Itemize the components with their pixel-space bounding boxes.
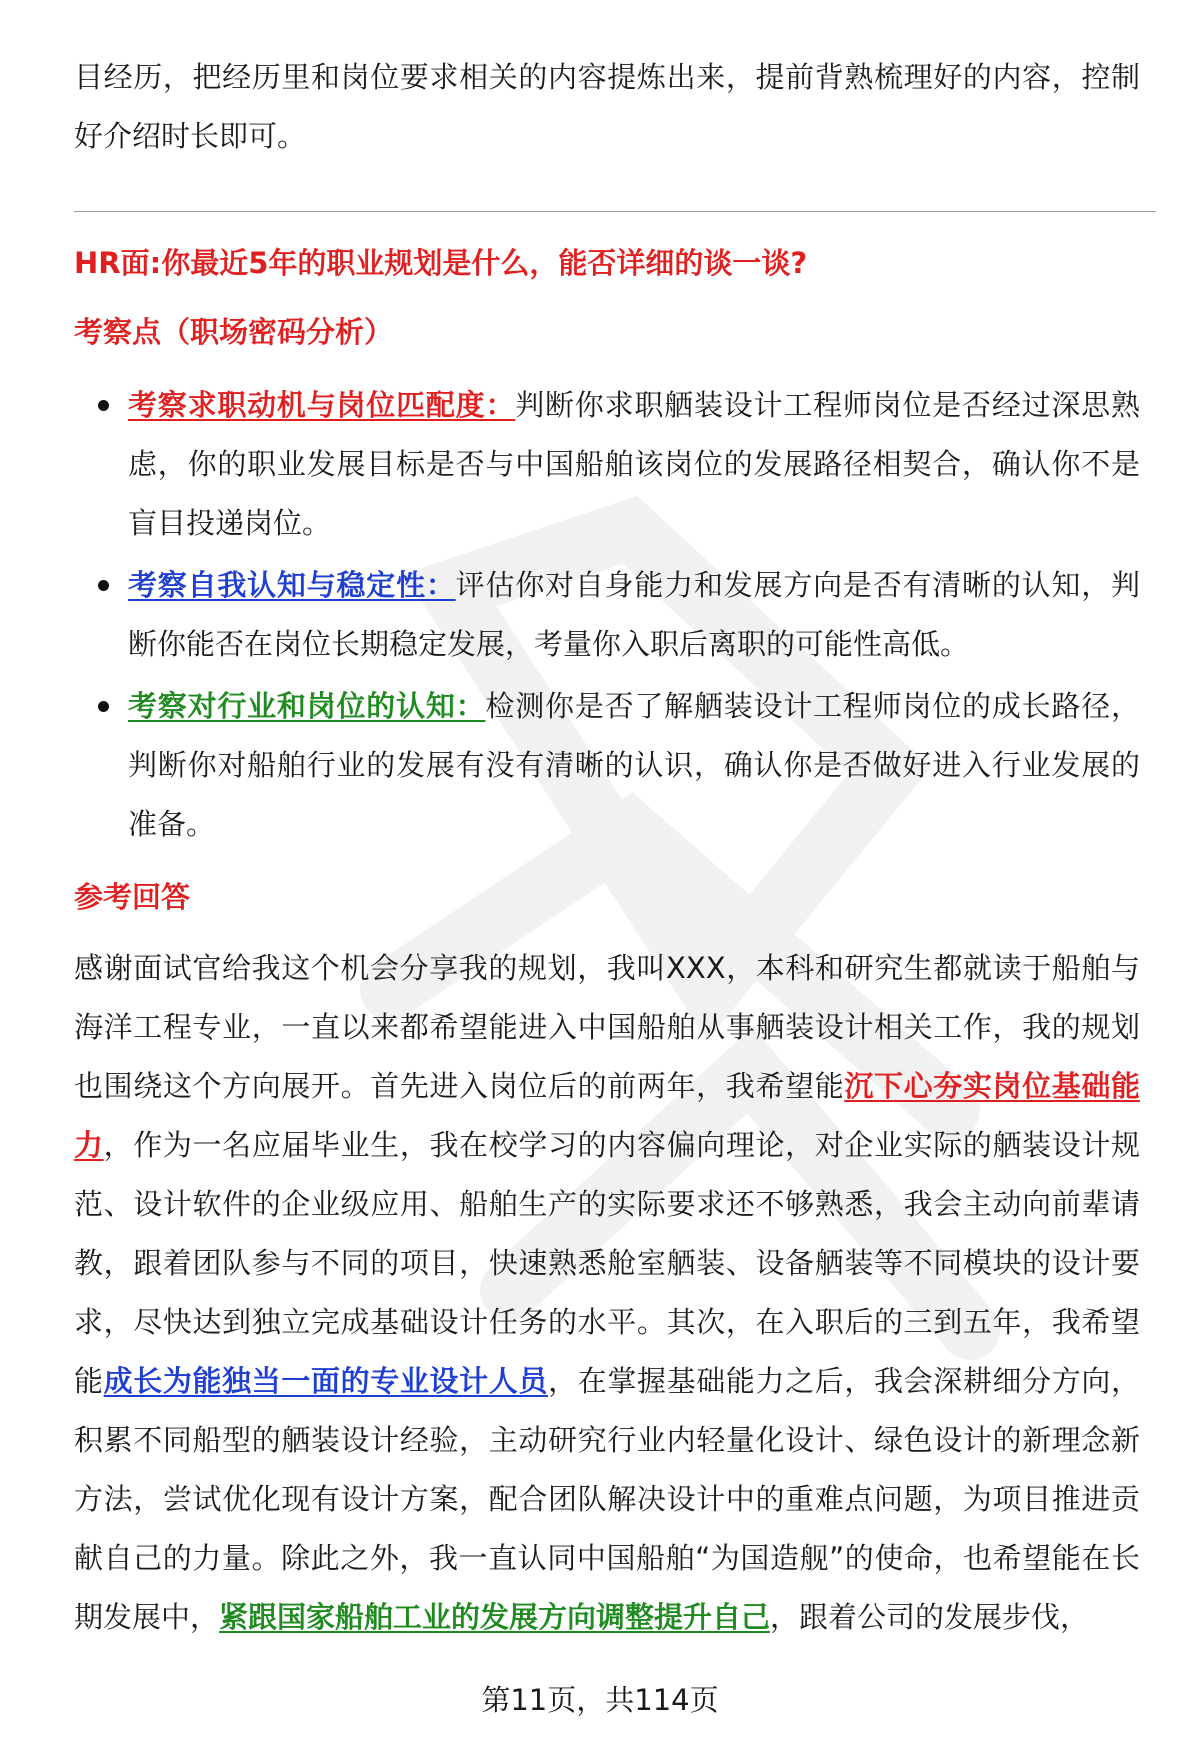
analysis-heading: 考察点（职场密码分析） <box>74 315 394 349</box>
answer-heading: 参考回答 <box>74 880 191 914</box>
highlight-foundation: 沉下心夯实岗位基础能力 <box>74 1069 1140 1162</box>
point-lead: 考察求职动机与岗位匹配度： <box>128 388 516 422</box>
answer-text: ，跟着公司的发展步伐， <box>770 1600 1090 1634</box>
question-title: HR面:你最近5年的职业规划是什么，能否详细的谈一谈? <box>74 246 808 280</box>
answer-text: ，在掌握基础能力之后，我会深耕细分方向，积累不同船型的舾装设计经验，主动研究行业内轻量化设计、绿色设计的新理念新方法，尝试优化现有设计方案，配合团队解决设计中的重难点问题，为项目推进贡献自己的力量。除此之外，我一直认同中国船舶“为国造舰”的使命，也希望能在长期发展中， <box>74 1364 1140 1634</box>
answer-paragraph <box>74 939 1140 1647</box>
point-lead: 考察对行业和岗位的认知： <box>128 689 486 723</box>
point-text: 评估你对自身能力和发展方向是否有清晰的认知，判断你能否在岗位长期稳定发展，考量你入职后离职的可能性高低。 <box>128 568 1140 661</box>
highlight-industry: 紧跟国家船舶工业的发展方向调整提升自己 <box>219 1600 771 1634</box>
point-lead: 考察自我认知与稳定性： <box>128 568 456 602</box>
bullet-icon <box>98 701 109 712</box>
page-number: 第11页，共114页 <box>481 1683 719 1717</box>
bullet-icon <box>98 400 109 411</box>
document-page <box>74 48 1140 1647</box>
analysis-point <box>74 376 1140 553</box>
point-text: 判断你求职舾装设计工程师岗位是否经过深思熟虑，你的职业发展目标是否与中国船舶该岗位的发展路径相契合，确认你不是盲目投递岗位。 <box>128 388 1140 540</box>
intro-paragraph: 目经历，把经历里和岗位要求相关的内容提炼出来，提前背熟梳理好的内容，控制好介绍时长即可。 <box>74 60 1140 153</box>
analysis-point <box>74 677 1140 854</box>
analysis-points-list <box>74 376 1140 854</box>
answer-text: 感谢面试官给我这个机会分享我的规划，我叫XXX，本科和研究生都就读于船舶与海洋工程专业，一直以来都希望能进入中国船舶从事舾装设计相关工作，我的规划也围绕这个方向展开。首先进入岗位后的前两年，我希望能 <box>74 951 1140 1103</box>
answer-text: ，作为一名应届毕业生，我在校学习的内容偏向理论，对企业实际的舾装设计规范、设计软件的企业级应用、船舶生产的实际要求还不够熟悉，我会主动向前辈请教，跟着团队参与不同的项目，快速熟悉舱室舾装、设备舾装等不同模块的设计要求，尽快达到独立完成基础设计任务的水平。其次，在入职后的三到五年，我希望能 <box>74 1128 1140 1398</box>
bullet-icon <box>98 580 109 591</box>
section-divider <box>74 211 1156 212</box>
analysis-point <box>74 556 1140 674</box>
point-text: 检测你是否了解舾装设计工程师岗位的成长路径，判断你对船舶行业的发展有没有清晰的认识，确认你是否做好进入行业发展的准备。 <box>128 689 1140 841</box>
highlight-professional: 成长为能独当一面的专业设计人员 <box>103 1364 549 1398</box>
